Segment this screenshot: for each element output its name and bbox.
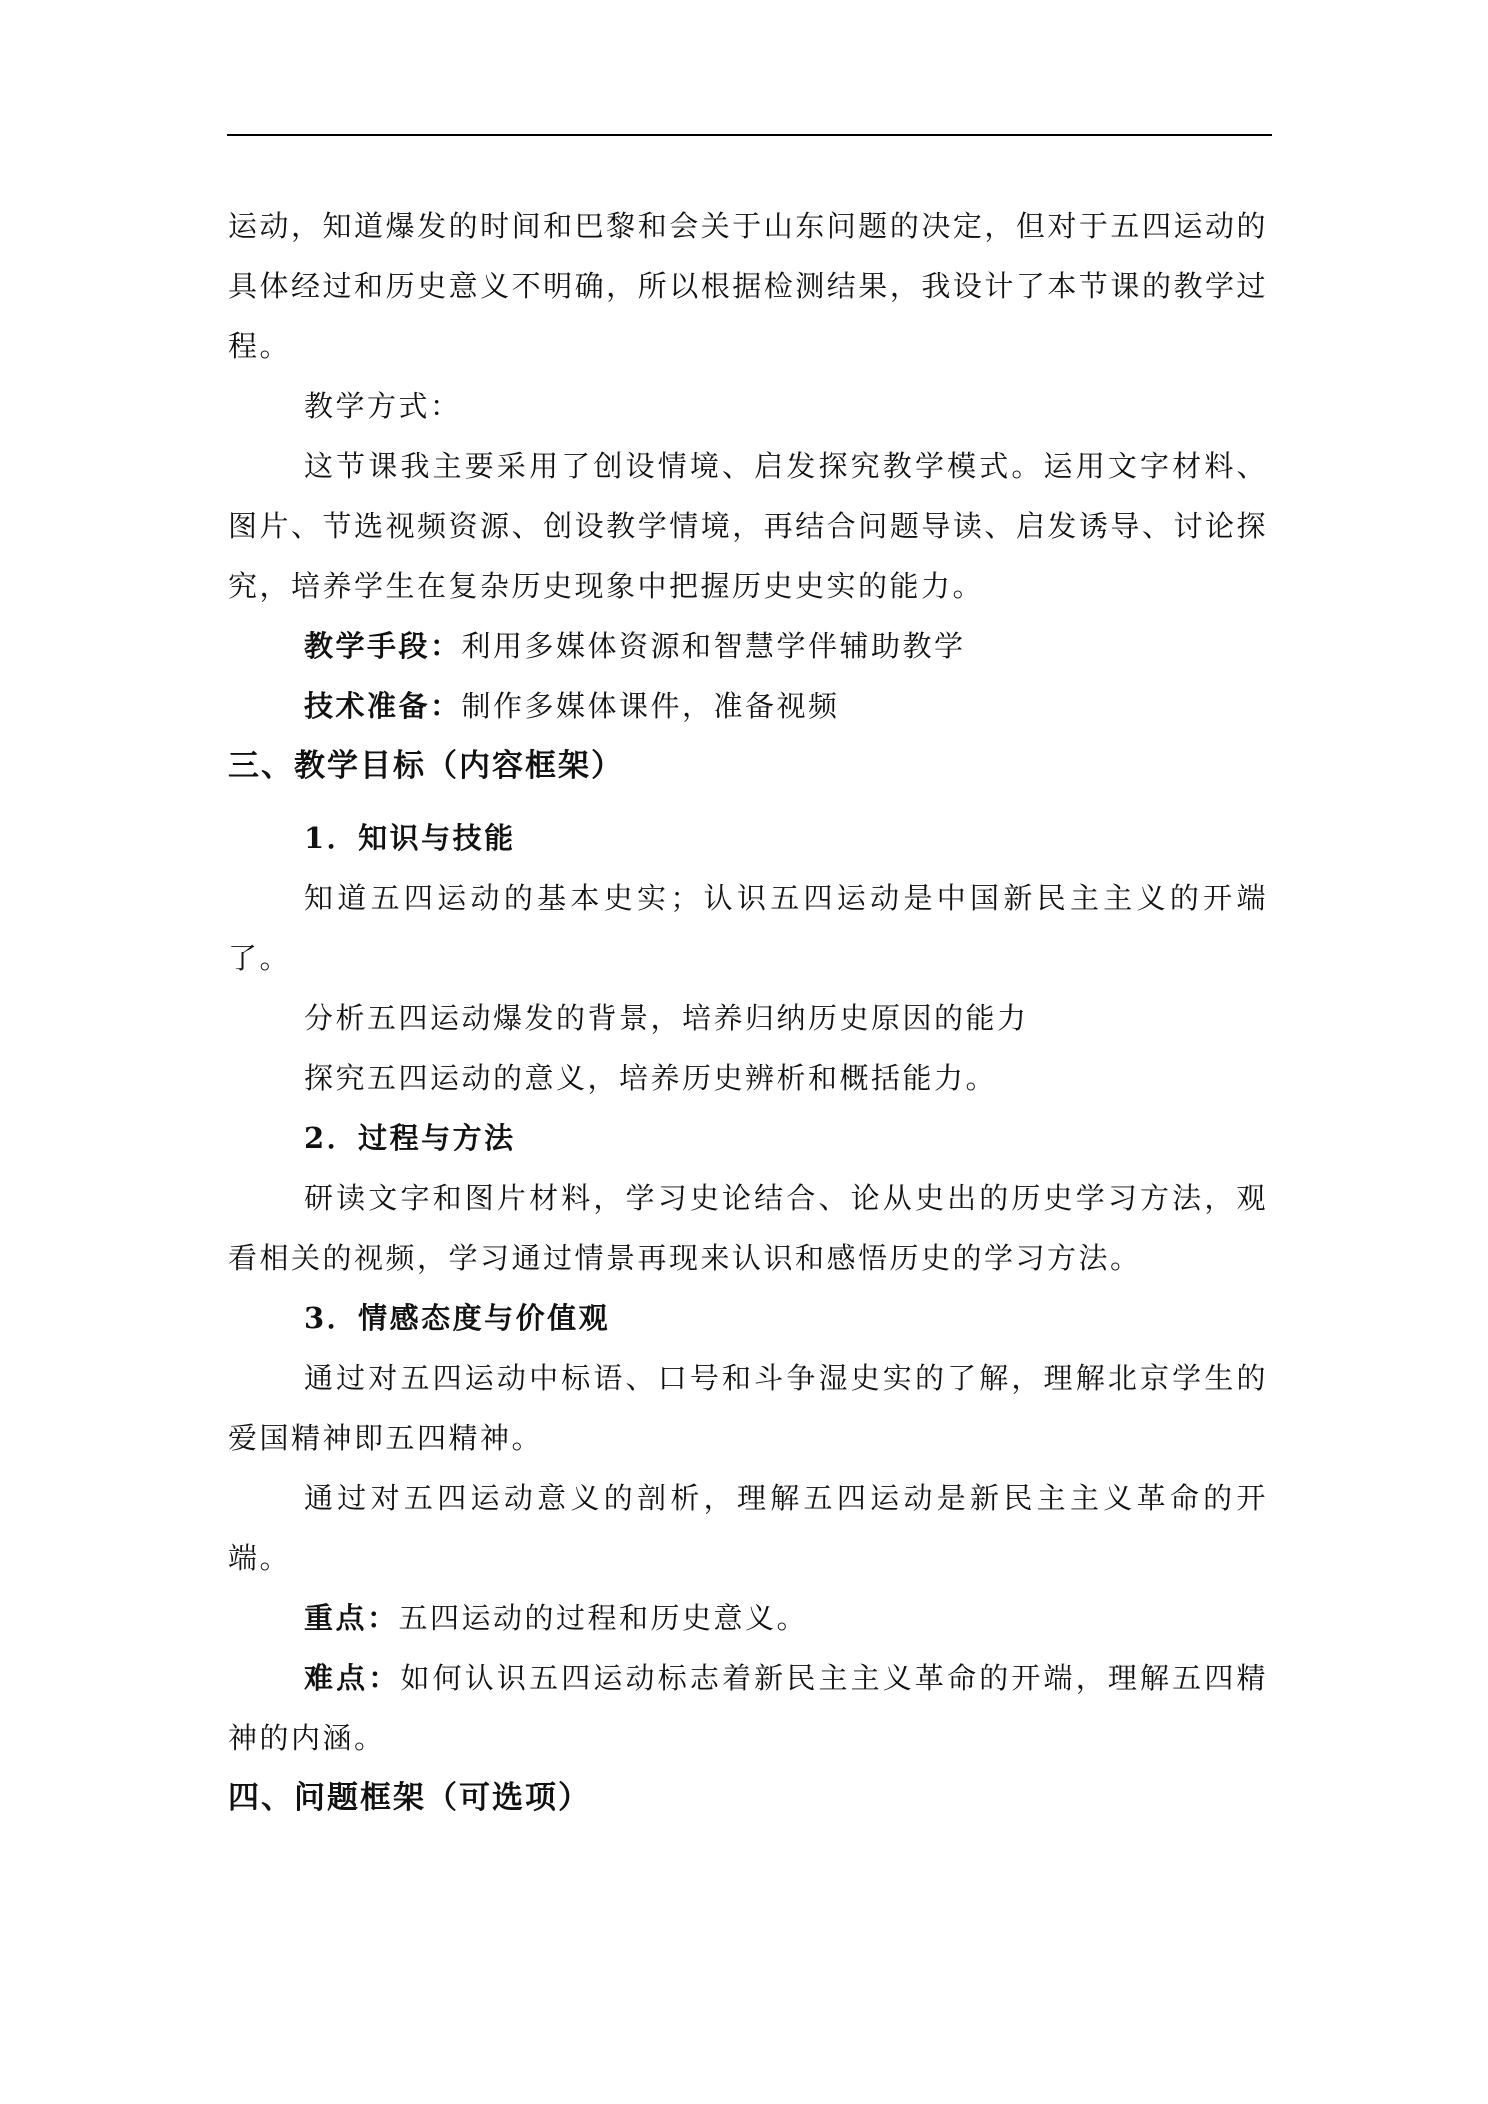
key-point [228,1588,1268,1648]
subsection-3-paragraph-1: 通过对五四运动中标语、口号和斗争湿史实的了解，理解北京学生的爱国精神即五四精神。 [228,1361,1268,1455]
subsection-1-paragraph-1: 知道五四运动的基本史实；认识五四运动是中国新民主主义的开端了。 [228,881,1268,975]
subsection-1-title: 1．知识与技能 [304,821,516,855]
subsection-1-paragraph-3: 探究五四运动的意义，培养历史辨析和概括能力。 [304,1061,998,1095]
paragraph-background: 运动，知道爆发的时间和巴黎和会关于山东问题的决定，但对于五四运动的具体经过和历史意义不明确，所以根据检测结果，我设计了本节课的教学过程。 [228,209,1268,363]
key-point-label: 重点： [304,1601,399,1635]
document-body [228,196,1268,1828]
teaching-method-label: 教学方式： [304,389,462,423]
section-4-heading: 四、问题框架（可选项） [228,1768,1268,1828]
subsection-3-paragraph-2: 通过对五四运动意义的剖析，理解五四运动是新民主主义革命的开端。 [228,1481,1268,1575]
subsection-1-paragraph-2: 分析五四运动爆发的背景，培养归纳历史原因的能力 [304,1001,1029,1035]
key-point-text: 五四运动的过程和历史意义。 [398,1601,809,1635]
teaching-means-text: 利用多媒体资源和智慧学伴辅助教学 [461,629,966,663]
header-rule [227,134,1272,136]
teaching-means-label: 教学手段： [304,629,462,663]
subsection-3-title: 3．情感态度与价值观 [304,1301,611,1335]
tech-prep [228,676,1268,736]
subsection-2-paragraph-1: 研读文字和图片材料，学习史论结合、论从史出的历史学习方法，观看相关的视频，学习通过情景再现来认识和感悟历史的学习方法。 [228,1181,1268,1275]
section-3-heading: 三、教学目标（内容框架） [228,736,1268,796]
subsection-2-title: 2．过程与方法 [304,1121,516,1155]
difficult-point [228,1648,1268,1768]
teaching-means [228,616,1268,676]
teaching-method-text: 这节课我主要采用了创设情境、启发探究教学模式。运用文字材料、图片、节选视频资源、创设教学情境，再结合问题导读、启发诱导、讨论探究，培养学生在复杂历史现象中把握历史史实的能力。 [228,449,1268,603]
difficult-point-text: 如何认识五四运动标志着新民主主义革命的开端，理解五四精神的内涵。 [228,1661,1268,1755]
difficult-point-label: 难点： [304,1661,401,1695]
tech-prep-text: 制作多媒体课件，准备视频 [461,689,840,723]
tech-prep-label: 技术准备： [304,689,462,723]
